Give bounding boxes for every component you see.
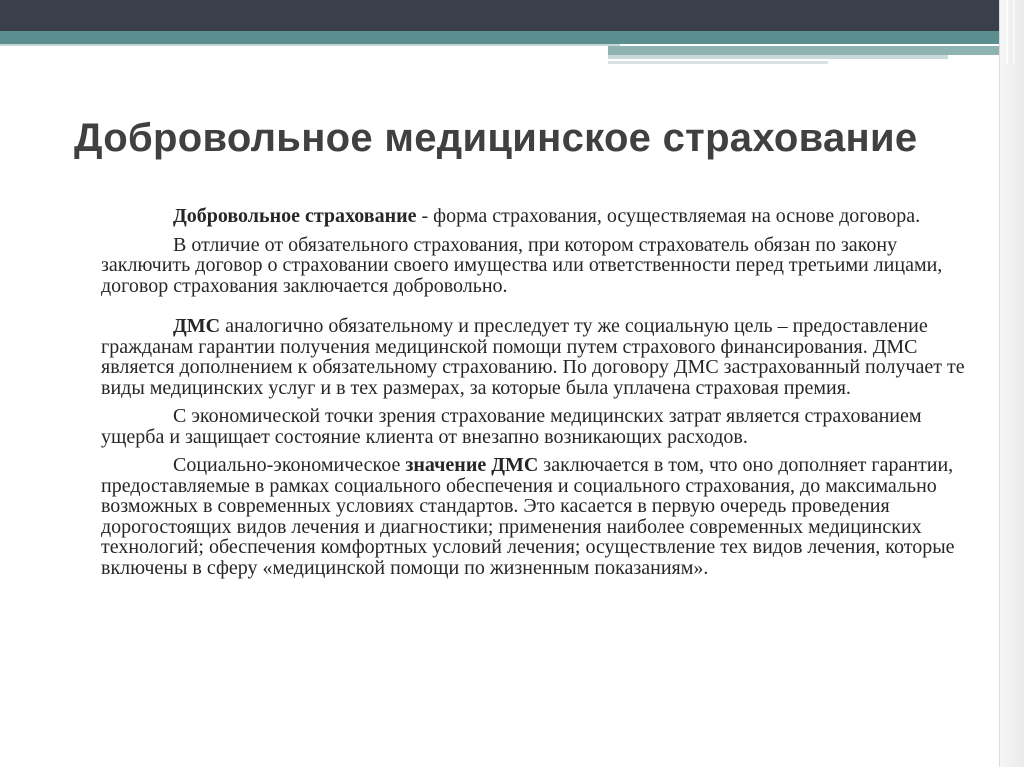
page-edge-shadow (999, 0, 1024, 767)
header-band-teal (0, 31, 1000, 44)
header-accent-stripe (608, 46, 1000, 55)
header-accent-stripe-light (608, 55, 948, 59)
paragraph-economic: С экономической точки зрения страхование медицинских затрат является страхованием ущерба и защищает состояние клиента от внезапно возникающих расходов. (101, 405, 922, 448)
significance-lead: Социально-экономическое (173, 454, 406, 476)
term-dms-significance: значение ДМС (405, 454, 539, 476)
paragraph-difference: В отличие от обязательного страхования, при котором страхователь обязан по закону заключить договор о страховании своего имущества или ответственности перед третьими лицами, договор страхования заключается добровольно. (101, 233, 943, 297)
slide-title: Добровольное медицинское страхование (74, 116, 918, 160)
significance-text: заключается в том, что оно дополняет гарантии, предоставляемые в рамках социального обеспечения и социального страхования, до максимально возможных в современных условиях стандартов. Это касается в первую очередь проведения дорогостоящих видов лечения и диагностики; применения наиболее современных медицинских технологий; обеспечения комфортных условий лечения; осуществление тех видов лечения, которые включены в сферу «медицинской помощи по жизненным показаниям». (101, 454, 955, 579)
definition-text: - форма страхования, осуществляемая на основе договора. (416, 205, 921, 227)
header-accent-line (0, 44, 620, 46)
paragraph-definition (101, 206, 969, 227)
edge-line (1013, 0, 1015, 64)
edge-line (1006, 0, 1008, 64)
header-accent-stripe-faint (608, 61, 828, 64)
header-band-dark (0, 0, 1024, 31)
paragraph-significance (101, 455, 969, 578)
term-dms: ДМС (173, 315, 221, 337)
dms-text: аналогично обязательному и преследует ту же социальную цель – предоставление гражданам гарантии получения медицинской помощи путем страхового финансирования. ДМС является дополнением к обязательному страхованию. По договору ДМС застрахованный получает те виды медицинских услуг и в тех размерах, за которые была уплачена страховая премия. (101, 315, 965, 399)
paragraph-dms (101, 316, 969, 398)
term-voluntary-insurance: Добровольное страхование (173, 205, 417, 227)
slide-body (101, 206, 969, 586)
